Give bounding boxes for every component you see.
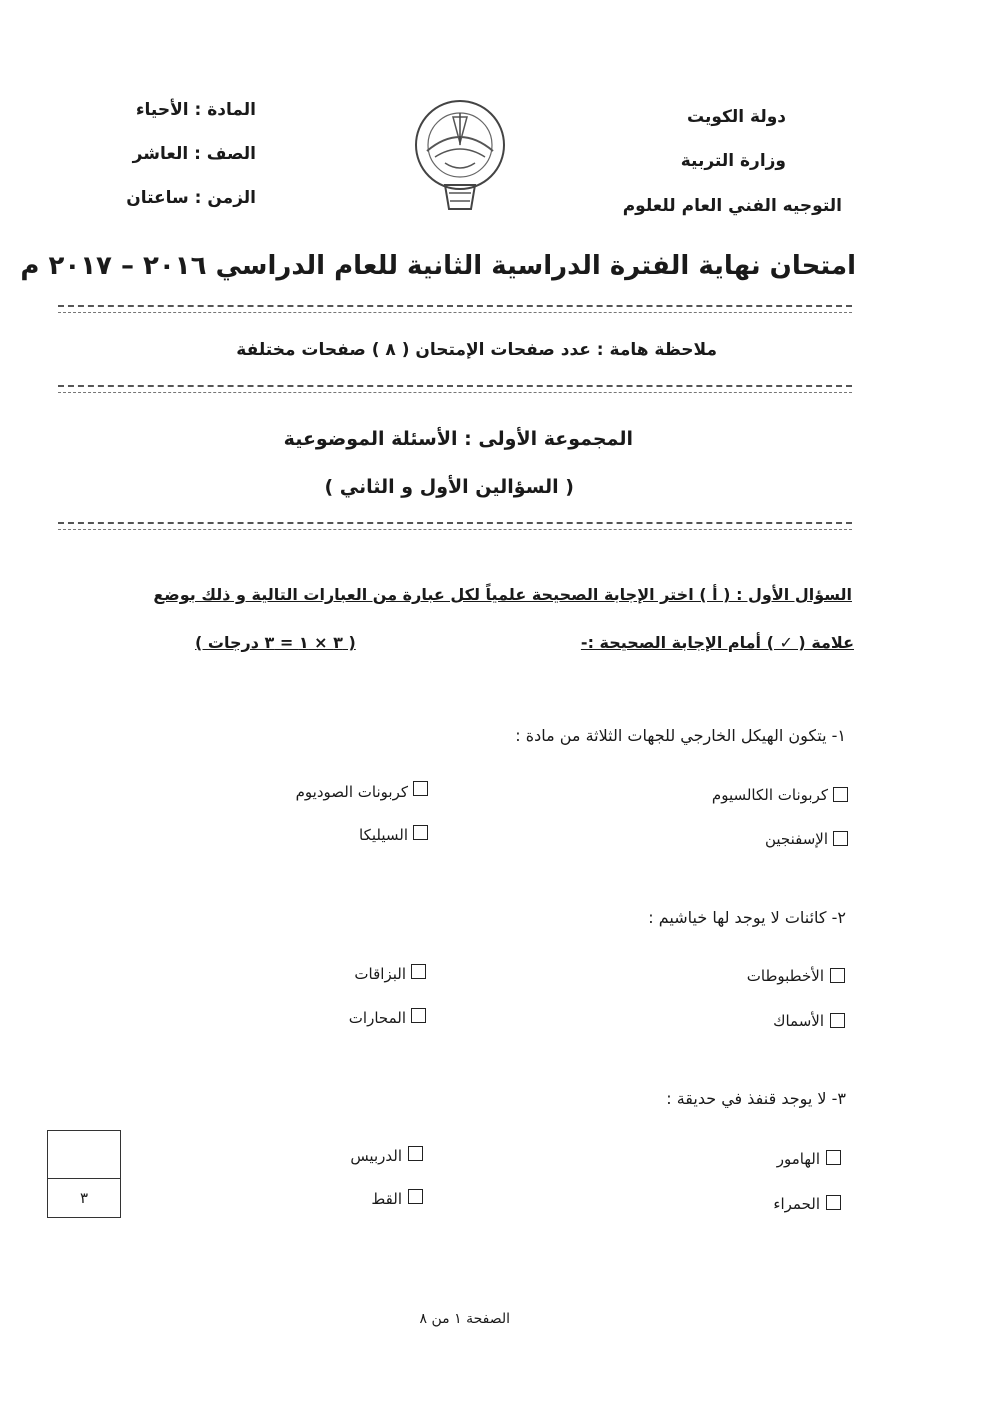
ministry-label: وزارة التربية xyxy=(680,151,786,171)
item3-option3-checkbox[interactable] xyxy=(826,1195,841,1210)
pages-note: ملاحظة هامة : عدد صفحات الإمتحان ( ٨ ) صفحات مختلفة xyxy=(236,340,717,360)
divider-1 xyxy=(58,305,852,307)
exam-title: امتحان نهاية الفترة الدراسية الثانية للعام الدراسي ٢٠١٦ – ٢٠١٧ م xyxy=(20,251,856,281)
item1-option3-label: الإسفنجين xyxy=(764,830,828,848)
subject-label: المادة : الأحياء xyxy=(135,100,256,120)
item3-option2-checkbox[interactable] xyxy=(408,1146,423,1161)
divider-1b xyxy=(58,312,852,313)
divider-3 xyxy=(58,522,852,524)
kuwait-emblem-icon xyxy=(405,93,515,213)
item1-option1-checkbox[interactable] xyxy=(833,787,848,802)
country-label: دولة الكويت xyxy=(686,107,786,127)
item2-option3-checkbox[interactable] xyxy=(830,1013,845,1028)
item1-stem: ١- يتكون الهيكل الخارجي للجهات الثلاثة من مادة : xyxy=(515,726,846,745)
score-box-total xyxy=(47,1178,121,1218)
item2-option4-label: المحارات xyxy=(348,1009,406,1027)
question1-intro-line2: علامة ( ✓ ) أمام الإجابة الصحيحة :- xyxy=(580,633,854,652)
item2-option2-checkbox[interactable] xyxy=(411,964,426,979)
group-title: المجموعة الأولى : الأسئلة الموضوعية xyxy=(283,428,633,450)
item1-option3-checkbox[interactable] xyxy=(833,831,848,846)
item3-option3-label: الحمراء xyxy=(773,1195,820,1213)
item2-option4-checkbox[interactable] xyxy=(411,1008,426,1023)
item2-option2-label: البزاقات xyxy=(354,965,406,983)
item1-option1-label: كربونات الكالسيوم xyxy=(711,786,828,804)
item1-option2-label: كربونات الصوديوم xyxy=(295,783,408,801)
item2-option1-checkbox[interactable] xyxy=(830,968,845,983)
directorate-label: التوجيه الفني العام للعلوم xyxy=(622,196,842,216)
item2-option3-label: الأسماك xyxy=(773,1012,824,1030)
item1-option2-checkbox[interactable] xyxy=(413,781,428,796)
item1-option4-checkbox[interactable] xyxy=(413,825,428,840)
item2-option1-label: الأخطبوطات xyxy=(746,967,824,985)
item3-option1-checkbox[interactable] xyxy=(826,1150,841,1165)
divider-3b xyxy=(58,529,852,530)
item3-option4-label: القط xyxy=(371,1190,402,1208)
divider-2 xyxy=(58,385,852,387)
item1-option4-label: السيليكا xyxy=(359,826,408,844)
item2-stem: ٢- كائنات لا يوجد لها خياشيم : xyxy=(648,908,846,927)
item3-option4-checkbox[interactable] xyxy=(408,1189,423,1204)
divider-2b xyxy=(58,392,852,393)
question1-marks: ( ٣ × ١ = ٣ درجات ) xyxy=(195,633,356,652)
item3-stem: ٣- لا يوجد قنفذ في حديقة : xyxy=(666,1089,846,1108)
grade-label: الصف : العاشر xyxy=(132,144,256,164)
time-label: الزمن : ساعتان xyxy=(126,188,256,208)
item3-option2-label: الدربيس xyxy=(350,1147,402,1165)
score-box-empty[interactable] xyxy=(47,1130,121,1180)
group-subtitle: ( السؤالين الأول و الثاني ) xyxy=(324,476,574,498)
score-value: ٣ xyxy=(79,1189,89,1207)
page-number: الصفحة ١ من ٨ xyxy=(419,1311,510,1327)
item3-option1-label: الهامور xyxy=(776,1150,820,1168)
question1-intro-line1: السؤال الأول : ( أ ) اختر الإجابة الصحيحة علمياً لكل عبارة من العبارات التالية و ذلك بوضع xyxy=(153,585,852,604)
